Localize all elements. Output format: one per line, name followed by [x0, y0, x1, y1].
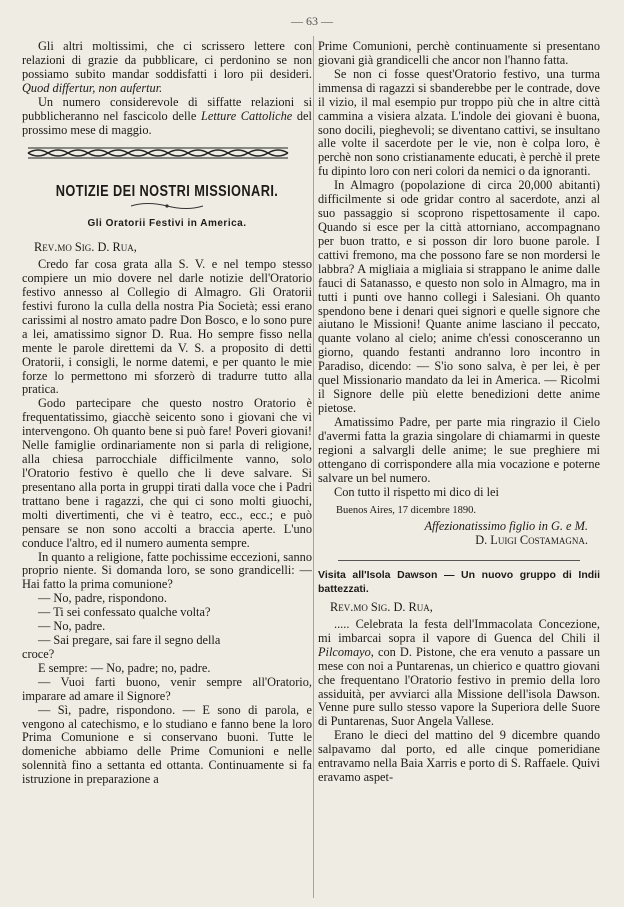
ornamental-divider — [22, 145, 294, 161]
intro-paragraph — [22, 40, 312, 96]
body-paragraph: Godo partecipare che questo nostro Oratorio è frequentatissimo, giacchè seicento sono i giovani che vi intervengono. Oh quanto bene si può fare! Poveri giovani! Nelle famiglie ordinariamente non si parla di religione, alla chiesa parrocchiale difficilmente vanno, solo l'Oratorio festivo è quello che li deve salvare. Si presentano alla porta in gruppi tirati dalla voce che i Padri trattano bene i ragazzi, che qui ci sono molti giuochi, molti divertimenti, che vi è teatro, ecc., ecc.; e può pensare se non sono accolti a braccia aperte. L'uno conduce l'altro, ed il numero aumenta sempre. — [22, 396, 312, 550]
dialog-line: — Sai pregare, sai fare il segno della — [38, 633, 221, 648]
column-rule — [313, 36, 314, 898]
body-paragraph: Se non ci fosse quest'Oratorio festivo, una turma immensa di ragazzi si sbanderebbe per le contrade, dove il vizio, il mal esempio pur troppo più che in altre città cammina a visiera alzata. L'indole dei giovani è buona, sono docili, pieghevoli; se diventano cattivi, se insultano alle volte il sacerdote per le vie, non è colpa loro, è perchè non sono cristianamente educati, è perchè il prete fu dipinto loro con neri colori da nemici o da ignoranti. — [318, 66, 600, 179]
salutation: Rev.mo Sig. D. Rua, — [330, 600, 433, 615]
visit-text: ..... Celebrata la festa dell'Immacolata Concezione, mi imbarcai sopra il vapore di Guenca del Chili il — [318, 616, 600, 645]
dialog-line: — No, padre. — [38, 619, 106, 634]
dialog-continuation: croce? — [22, 646, 55, 661]
body-paragraph: In Almagro (popolazione di circa 20,000 abitanti) difficilmente si ode gridar contro al sacerdote, anzi al suo passaggio si scoprono rispettosamente il capo. Quando si esce per la città attorniano, accompagnano per buon tratto, e si posson dir loro buone parole. I cattivi fremono, ma che possono fare se non mordersi le labbra? A migliaia a migliaia si strappano le anime dalle fauci di Satanasso, e questo non solo in Almagro, ma in tutti i punti ove hanno collegi i Salesiani. Oh quanto spendono bene i denari quei signori e quelle signore che aiutano le Missioni! Quante anime lasciano il peccato, quante volano al cielo; anime ch'essi conosceranno un giorno, quando festanti andranno loro incontro in Paradiso, dicendo: — S'io sono salva, è per lei, è per quel Missionario mandato da lei in America. — Ricolmi il Signore delle più elette benedizioni dette anime pietose. — [318, 178, 600, 415]
intro-text: Gli altri moltissimi, che ci scrissero lettere con relazioni di grazie da pubblicare, ci perdonino se non possiamo subito mandar soddisfatti i loro pii desideri. — [22, 40, 312, 81]
signoff: Affezionatissimo figlio in G. e M. — [424, 519, 588, 534]
salutation: Rev.mo Sig. D. Rua, — [34, 240, 137, 255]
letture-text: Un numero considerevole di siffatte relazioni si pubblicheranno nel fascicolo delle — [22, 94, 312, 123]
body-paragraph: In quanto a religione, fatte pochissime eccezioni, sanno proprio niente. Si domanda loro, se sono grandicelli: — Hai fatto la prima comunione? — [22, 549, 312, 592]
body-paragraph: Credo far cosa grata alla S. V. e nel tempo stesso compiere un mio dovere nel darle notizie dell'Oratorio festivo annesso al Collegio di Almagro. Gli Oratorii festivi furono la culla della nostra Pia Società; essi erano carissimi al nostro amato padre Don Bosco, e lo sono pure a lei, amatissimo signor D. Rua. Ho sempre fisso nella mente le parole direttemi da V. S. a proposito di detti Oratorii, i consigli, le norme datemi, e per quanto le mie forze lo permettono mi sforzerò di tradurre tutto alla pratica. — [22, 257, 312, 397]
dialog-line: — Ti sei confessato qualche volta? — [38, 605, 211, 620]
article-divider — [338, 560, 580, 561]
dialog-line: — No, padre, rispondono. — [38, 591, 167, 606]
closing-line: Con tutto il rispetto mi dico di lei — [334, 484, 499, 499]
flourish-ornament — [127, 201, 207, 211]
right-column — [318, 40, 600, 900]
body-paragraph: Amatissimo Padre, per parte mia ringrazio il Cielo d'avermi fatta la grazia singolare di chiamarmi in queste regioni a salvargli delle anime; le sue preghiere mi ottengano di corrispondere alla mia vocazione e poterne salvare un bel numero. — [318, 414, 600, 485]
body-paragraph: Prime Comunioni, perchè continuamente si presentano giovani già grandicelli che ancor non l'hanno fatta. — [318, 40, 600, 67]
dateline: Buenos Aires, 17 dicembre 1890. — [336, 505, 476, 517]
letture-end: del prossimo mese di maggio. — [22, 108, 312, 137]
visit-title: Visita all'Isola Dawson — Un nuovo gruppo di Indii battezzati. — [318, 569, 600, 596]
signature-name: D. Luigi Costamagna. — [475, 533, 588, 548]
body-paragraph: — Vuoi farti buono, venir sempre all'Oratorio, imparare ad amare il Signore? — [22, 674, 312, 703]
ship-name: Pilcomayo — [318, 644, 371, 659]
article-subtitle: Gli Oratorii Festivi in America. — [87, 218, 247, 230]
visit-text-end: , con D. Pistone, che era venuto a passare un mese con noi a Puntarenas, un chierico e quattro giovani che frequentano l'Oratorio festivo in premio della loro assiduità, per avviarci alla Missione dell'isola Dawson. Venne pure sullo stesso vapore la Superiora delle Suore di Puntarenas, Suor Angela Vallese. — [318, 644, 600, 729]
letture-title: Letture Cattoliche — [200, 108, 293, 123]
body-paragraph: — Sì, padre, rispondono. — E sono di parola, e vengono al catechismo, e lo studiano e fanno bene la loro Prima Comunione e si conservano buoni. Tutte le domeniche abbiamo delle Prime Comunioni e nelle solennità fino a settanta ed ottanta. Continuamente si fa istruzione in preparazione a — [22, 702, 312, 787]
visit-paragraph — [318, 618, 600, 729]
body-paragraph: E sempre: — No, padre; no, padre. — [38, 660, 211, 675]
letture-paragraph — [22, 96, 312, 138]
visit-paragraph: Erano le dieci del mattino del 9 dicembre quando salpavamo dal porto, ed alle cinque pomeridiane entravamo nella Baia Xarris e porto di S. Raffaele. Quivi eravamo aspet- — [318, 728, 600, 785]
left-column — [22, 40, 312, 900]
section-title: NOTIZIE DEI NOSTRI MISSIONARI. — [55, 183, 279, 201]
latin-quote: Quod differtur, non aufertur. — [22, 80, 163, 95]
page-number: — 63 — — [291, 14, 333, 28]
